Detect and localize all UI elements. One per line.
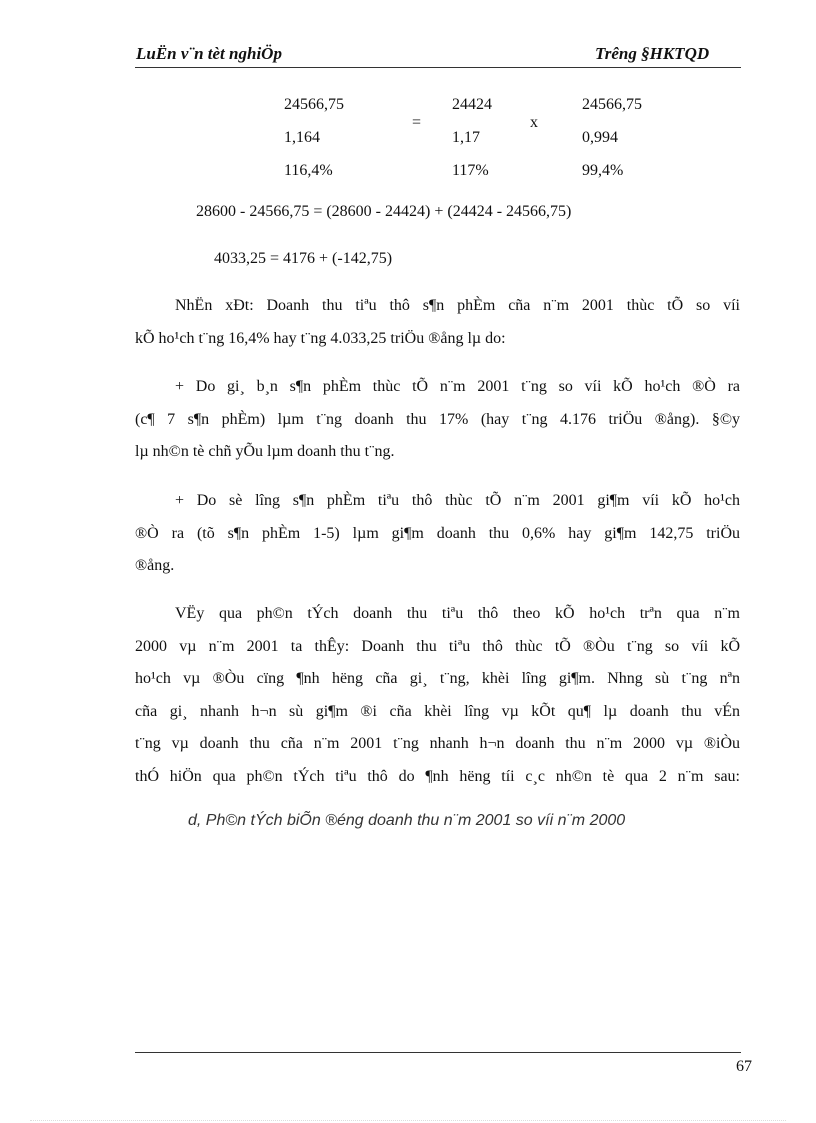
eq-cell: 117%	[452, 162, 489, 179]
text-line: (c¶ 7 s¶n phÈm) lµm t¨ng doanh thu 17% (hay t¨ng 4.176 triÖu ®ång). §©y	[135, 410, 740, 428]
times-sign: x	[530, 114, 538, 131]
text-line: VËy qua ph©n tÝch doanh thu tiªu thô theo kÕ ho¹ch trªn qua n¨m	[175, 605, 740, 622]
eq-cell: 1,164	[284, 129, 320, 146]
paragraph-remark	[135, 290, 740, 355]
eq-cell: 24424	[452, 96, 492, 113]
paragraph-quantity-factor	[135, 485, 740, 583]
paragraph-price-factor	[135, 371, 740, 469]
text-line: + Do sè lîng s¶n phÈm tiªu thô thùc tÕ n¨m 2001 gi¶m víi kÕ ho¹ch	[175, 492, 740, 509]
text-line: 2000 vµ n¨m 2001 ta thÊy: Doanh thu tiªu thô thùc tÕ ®Òu t¨ng so víi kÕ	[135, 637, 740, 655]
text-line: NhËn xÐt: Doanh thu tiªu thô s¶n phÈm cña n¨m 2001 thùc tÕ so víi	[175, 297, 740, 314]
text-line: lµ nh©n tè chñ yÕu lµm doanh thu t¨ng.	[135, 443, 395, 460]
eq-cell: 24566,75	[284, 96, 344, 113]
text-line: ho¹ch vµ ®Òu cïng ¶nh hëng cña gi¸ t¨ng, khèi lîng gi¶m. Nhng sù t¨ng nªn	[135, 670, 740, 687]
text-line: kÕ ho¹ch t¨ng 16,4% hay t¨ng 4.033,25 triÖu ®ång lµ do:	[135, 329, 506, 347]
section-heading: d, Ph©n tÝch biÕn ®éng doanh thu n¨m 2001 so víi n¨m 2000	[188, 812, 626, 829]
eq-cell: 116,4%	[284, 162, 333, 179]
eq-cell: 99,4%	[582, 162, 624, 179]
text-line: + Do gi¸ b¸n s¶n phÈm thùc tÕ n¨m 2001 t¨ng so víi kÕ ho¹ch ®Ò ra	[175, 378, 740, 395]
page-number: 67	[736, 1058, 752, 1075]
header-left-title: LuËn v¨n tèt nghiÖp	[136, 44, 282, 63]
text-line: ®Ò ra (tõ s¶n phÈm 1-5) lµm gi¶m doanh thu 0,6% hay gi¶m 142,75 triÖu	[135, 524, 740, 542]
eq-cell: 24566,75	[582, 96, 642, 113]
eq-cell: 1,17	[452, 129, 480, 146]
eq-cell: 0,994	[582, 129, 618, 146]
equation-line-1: 28600 - 24566,75 = (28600 - 24424) + (24424 - 24566,75)	[196, 203, 572, 220]
text-line: cña gi¸ nhanh h¬n sù gi¶m ®i cña khèi lîng vµ kÕt qu¶ lµ doanh thu vÉn	[135, 702, 740, 720]
header-rule	[135, 67, 741, 68]
page-edge-dots	[30, 1120, 786, 1121]
equals-sign: =	[412, 114, 422, 131]
text-line: t¨ng vµ doanh thu cña n¨m 2001 t¨ng nhanh h¬n doanh thu n¨m 2000 vµ ®iÒu	[135, 735, 740, 752]
header-right-title: Trêng §HKTQD	[595, 44, 710, 63]
equation-line-2: 4033,25 = 4176 + (-142,75)	[214, 250, 393, 267]
paragraph-conclusion	[135, 598, 740, 793]
text-line: ®ång.	[135, 557, 175, 574]
footer-rule	[135, 1052, 741, 1053]
text-line: thÓ hiÖn qua ph©n tÝch tiªu thô do ¶nh hëng tíi c¸c nh©n tè qua 2 n¨m sau:	[135, 767, 740, 785]
